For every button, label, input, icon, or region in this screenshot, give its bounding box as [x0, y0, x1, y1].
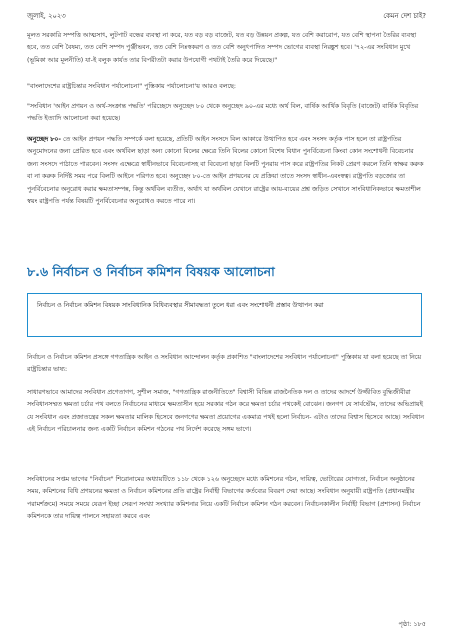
- page-number: পৃষ্ঠা: ১৮৫: [398, 620, 426, 628]
- paragraph-text: মূলত সরকারি সম্পত্তি আত্মসাৎ, লুটপাট বন্ধের ব্যবস্থা না করে, যত বড় বড় বাজেট, যত বড় উন্নয়ন প্রকল্প, যত বেশি করারোপ, যত বেশি স্থাপনা তৈরির ব্যবস্থা হবে, তত বেশি বৈষম্য, তত বেশি সম্পদ পুঞ্জীভবন, তত বেশি নিঃস্বকরণ ও তত বেশি অনুৎপাদিত সম্পদ ভোগের ব্যবস্থা নিরঙ্কুশ হবে। '৭২-এর সংবিধান মুখে (ভূমিকা আর মূলনীতি) যা-ই বলুক কার্যত তার বিপরীতটা করার উপযোগী পথটাই তৈরি করে দিয়েছে।": [27, 32, 417, 64]
- paragraph-1: [27, 30, 425, 67]
- paragraph-text: "সংবিধান 'আইন প্রণয়ন ও অর্থ-সংক্রান্ত পদ্ধতি' পরিচ্ছেদে অনুচ্ছেদ ৮০ থেকে অনুচ্ছেদ ৯০-এর মধ্যে অর্থ বিল, বার্ষিক আর্থিক বিবৃতি (বাজেট) বার্ষিক বিবৃতির পদ্ধতি ইত্যাদি আলোচনা করা হয়েছে।: [27, 103, 419, 123]
- objective-text: নির্বাচন ও নির্বাচন কমিশন বিষয়ক সাংবিধানিক বিধিব্যবস্থার সীমাবদ্ধতা তুলে ধরা এবং সংশোধনী প্রস্তাব উত্থাপন করা: [37, 302, 324, 309]
- running-header: [27, 10, 426, 24]
- paragraph-text: সাধারণভাবে আমাদের সংবিধান প্রণেতাগণ, সুশীল সমাজ, "গণতান্ত্রিক রাজনীতিতে" বিশ্বাসী বিভিন্ন রাজনৈতিক দল ও তাদের আদর্শে উজ্জীবিত বুদ্ধিজীবীরা সংবিধানসম্মত ক্ষমতা চর্চার পথ বলতে নির্বাচনের মাধ্যমে ক্ষমতাসীন হয়ে সরকার গঠন করে ক্ষমতা চর্চার পথকেই বোঝেন। জনগণ যে সার্বভৌম, তাদের অভিপ্রায়ই যে সংবিধান এবং প্রজাতন্ত্রের সকল ক্ষমতার মালিক হিসেবে জনগণের ক্ষমতা প্রয়োগের একমাত্র পথই হলো নির্বাচন- এটাও তাদের বিশ্বাস হিসেবে আছে। সংবিধান এই নির্বাচন পরিচালনার জন্য একটি নির্বাচন কমিশন গঠনের পথ নির্দেশ করেছে সঙ্গম ভাগে।: [27, 389, 424, 434]
- paragraph-2: [27, 81, 425, 93]
- paragraph-text: [27, 134, 425, 208]
- paragraph-5: [27, 352, 425, 377]
- paragraph-7: [27, 474, 425, 524]
- objective-box: [27, 293, 422, 337]
- article-80-paragraph: [27, 134, 425, 208]
- paragraph-text: "বাংলাদেশের রাষ্ট্রচিন্তার সংবিধান পর্যালোচনা" পুস্তিকায় পর্যালোচনা'য় আরও বলছে:: [27, 83, 236, 90]
- header-date: জুলাই, ২০২৩: [27, 12, 66, 20]
- paragraph-6: [27, 387, 425, 437]
- article-80-label: অনুচ্ছেদ ৮০-: [27, 136, 61, 143]
- article-80-text: তে আইন প্রণয়ন পদ্ধতি সম্পর্কে বলা হয়েছে, প্রতিটি আইন সংসদে বিল আকারে উত্থাপিত হবে এবং সংসদ কর্তৃক পাস হলে তা রাষ্ট্রপতির অনুমোদনের জন্য প্রেরিত হবে এবং অর্থবিল ছাড়া অন্য কোনো বিলের ক্ষেত্রে তিনি বিলের কোনো বিশেষ বিধান পুনর্বিবেচনা কিংবা কোন সংশোধনী বিবেচনার জন্য সংসদে পাঠাতে পারবেন। সংসদ এক্ষেত্রে স্বাধীনভাবে বিবেচনাসহ বা বিবেচনা ছাড়া বিলটি পুনরায় পাস করে রাষ্ট্রপতির নিকট প্রেরণ করলে তিনি স্বাক্ষর করুক বা না করুক নির্দিষ্ট সময় পরে বিলটি আইনে পরিণত হবে। অনুচ্ছেদ ৮০-তে আইন প্রণয়নের যে প্রক্রিয়া তাতে সংসদ স্বাধীন-এবংস্বত্ব। রাষ্ট্রপতি বড়জোর তা পুনর্বিবেচনার অনুরোধ করার ক্ষমতাসম্পন্ন, কিন্তু অর্থবিল ব্যতীত, অর্থাৎ যা অর্থবিল যেখানে রাষ্ট্রের আয়-ব্যয়ের প্রশ্ন জড়িত সেখানে সাংবিধানিকভাবে ক্ষমতাশীল স্বয়ং রাষ্ট্রপতি পর্যন্ত বিষয়টি পুনর্বিবেচনার অনুরোধও করতে পারে না।: [27, 136, 424, 206]
- quote-paragraph-3: [27, 101, 425, 126]
- paragraph-text: নির্বাচন ও নির্বাচন কমিশন প্রসঙ্গে গণতান্ত্রিক আইন ও সংবিধান আন্দোলন কর্তৃক প্রকাশিত "বাংলাদেশের সংবিধান পর্যালোচনা" পুস্তিকায় যা বলা হয়েছে তা নিয়ে রাষ্ট্রচিন্তার ভাষ্য:: [27, 354, 422, 374]
- section-heading: ৮.৬ নির্বাচন ও নির্বাচন কমিশন বিষয়ক আলোচনা: [27, 264, 275, 279]
- paragraph-text: সংবিধানের সপ্তম ভাগের "নির্বাচন" শিরোনামের অধ্যায়টিতে ১১৮ থেকে ১২৬ অনুচ্ছেদে মধ্যে কমিশনের গঠন, দায়িত্ব, ভোটারের যোগ্যতা, নির্বাচন অনুষ্ঠানের সময়, কমিশনের বিধি প্রণয়নের ক্ষমতা ও নির্বাচন কমিশনের প্রতি রাষ্ট্রের নির্বাহী বিভাগের কর্তব্যের বিবরণ দেয়া আছে। সংবিধান অনুযায়ী রাষ্ট্রপতি (প্রধানমন্ত্রীর পরামর্শক্রমে) সময়ে সময়ে যেরূপ ইচ্ছা সেরূপ সংখ্যা সংখ্যার কমিশনার নিয়ে একটি নির্বাচন কমিশন গঠন করবেন। নির্বাচনকালীন নির্বাহী বিভাগ (প্রশাসন) নির্বাচন কমিশনকে তার দায়িত্ব পালনে সহায়তা করবে এবং: [27, 476, 421, 521]
- header-title: কেমন দেশ চাই?: [383, 12, 426, 20]
